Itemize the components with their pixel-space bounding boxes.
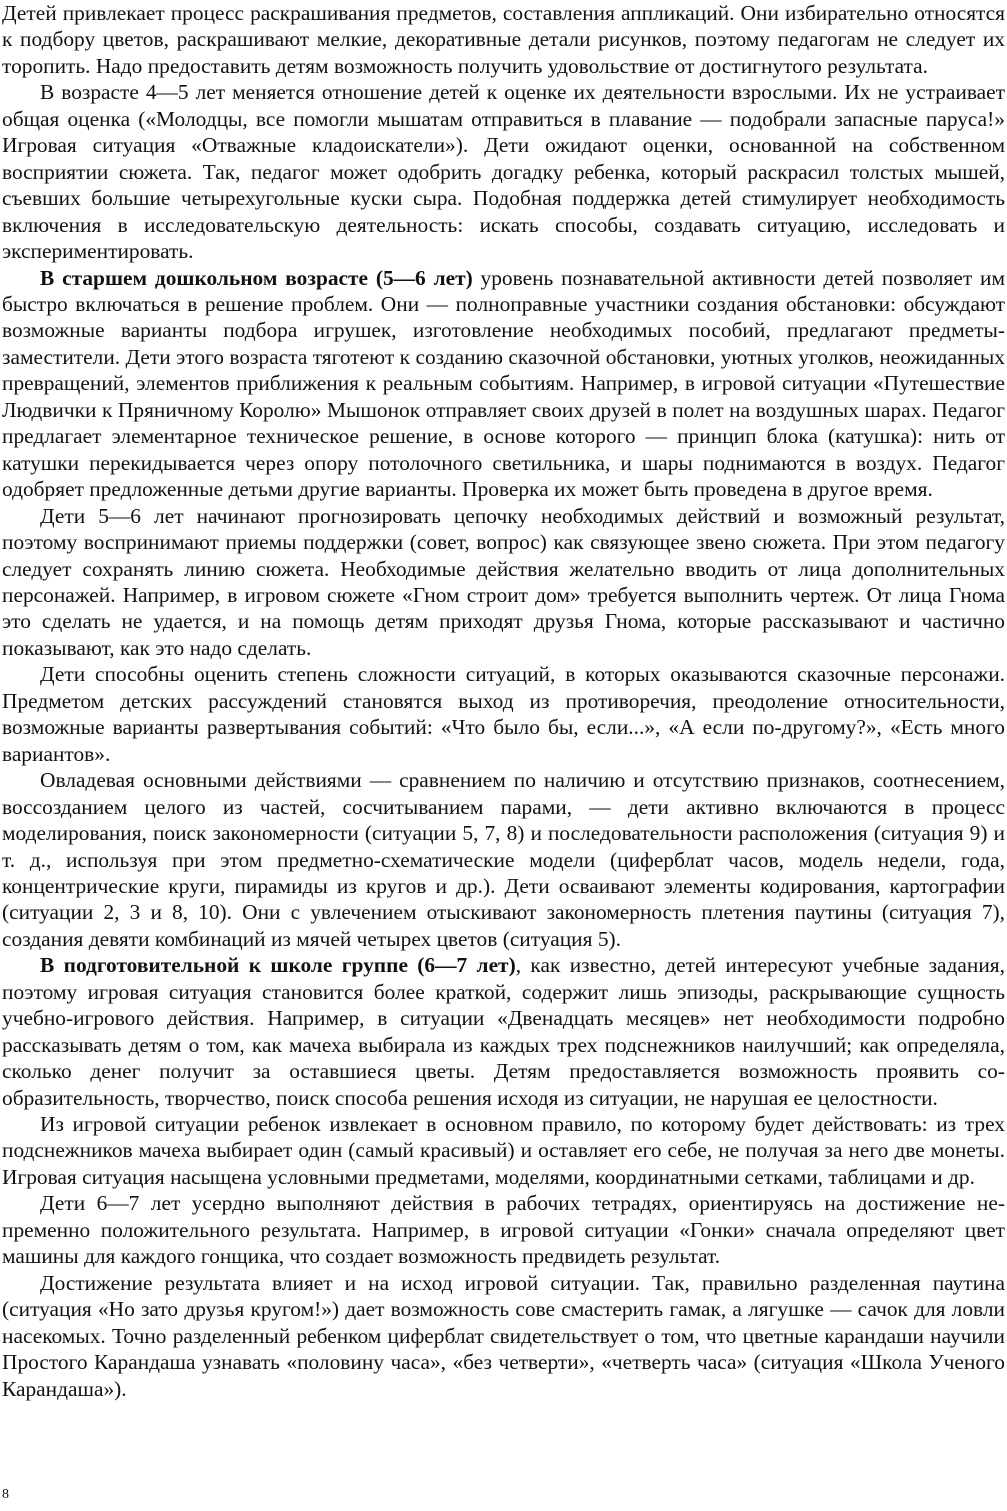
paragraph-3 [2,265,1005,503]
paragraph-text: Детей привлекает процесс раскрашивания предметов, составления аппликаций. Они избирательно относятся к подбору цветов, раскрашивают мелкие, декоративные детали рисунков, поэтому педагогам не следует их торопить. Надо предоставить детям возможность получить удовольствие от достигнутого результата. [2,1,1005,78]
paragraph-4 [2,503,1005,662]
section-heading-preparatory-group: В подготовительной к школе группе (6—7 лет) [40,953,516,978]
section-heading-senior-age: В старшем дошкольном возрасте (5—6 лет) [40,265,473,290]
paragraph-9 [2,1190,1005,1269]
paragraph-8 [2,1111,1005,1190]
paragraph-5 [2,661,1005,767]
paragraph-text: Дети способны оценить степень сложности ситуаций, в которых оказываются сказочные персонажи. Предметом детских рассуждений становятся выход из противоречия, преодоление относительности, возможные варианты развертывания событий: «Что было бы, если...», «А если по-другому?», «Есть много вариантов». [2,662,1005,766]
page-number: 8 [2,1487,9,1502]
paragraph-6 [2,767,1005,952]
document-page [2,0,1005,1402]
paragraph-text: Из игровой ситуации ребенок извлекает в основном правило, по которому будет действовать: из трех подснежников мачеха выбирает один (самый красивый) и оставляет его себе, не получая за него две монеты. Игровая ситуация насыщена условными предметами, моделями, координатными сетками, таблицами и др. [2,1112,1005,1189]
paragraph-text: Дети 6—7 лет усердно выполняют действия в рабочих тетрадях, ориентируясь на достижение непременно положительного результата. Например, в игровой ситуации «Гонки» сначала определяют цвет машины для каждого гонщика, что создает возможность предвидеть результат. [2,1191,1005,1269]
paragraph-text: Достижение результата влияет и на исход игровой ситуации. Так, правильно разделенная паутина (ситуация «Но зато друзья кругом!») дает возможность сове смастерить гамак, а лягушке — сачок для ловли насекомых. Точно разделенный ребенком циферблат свидетельствует о том, что цветные карандаши научили Простого Карандаша узнавать «половину часа», «без четверти», «четверть часа» (ситуация «Школа Ученого Карандаша»). [2,1270,1005,1401]
paragraph-text: В возрасте 4—5 лет меняется отношение детей к оценке их деятельности взрослыми. Их не устраивает общая оценка («Молодцы, все помогли мышатам отправиться в плавание — подобрали запасные паруса!» Игровая ситуация «Отважные кладоискатели»). Дети ожидают оценки, основанной на собственном восприятии сюжета. Так, педагог может одобрить догадку ребенка, который раскрасил толстых мышей, съевших большие четырехугольные куски сыра. Подобная поддержка детей стимулирует необходимость включения в исследовательскую деятельность: искать способы, создавать ситуацию, исследовать и экспериментировать. [2,80,1005,264]
paragraph-7 [2,952,1005,1111]
paragraph-text: уровень познавательной активности детей позволяет им быстро включаться в решение проблем. Они — полноправные участники создания обстановки: обсуждают возможные варианты подбора игрушек, изготовление необходимых пособий, предлагают предметы-заместители. Дети этого возраста тяготеют к созданию сказочной обстановки, уютных уголков, неожиданных превращений, элементов приближения к реальным событиям. Например, в игровой ситуации «Путешествие Людвички к Пряничному Королю» Мышонок отправляет своих друзей в полет на воздушных шарах. Педагог предлагает элементарное техническое решение, в основе которого — принцип блока (катушка): нить от катушки перекидывается через опору потолочного светильника, и шары поднимаются в воздух. Педагог одобряет предложенные детьми другие варианты. Проверка их может быть проведена в другое время. [2,265,1005,502]
paragraph-2 [2,79,1005,264]
paragraph-1 [2,0,1005,79]
paragraph-text: Овладевая основными действиями — сравнением по наличию и отсутствию признаков, соотнесением, воссозданием целого из частей, сосчитыванием парами, — дети активно включаются в процесс моделирования, поиск закономерности (ситуации 5, 7, 8) и последовательности расположения (ситуация 9) и т. д., используя при этом предметно-схематические модели (циферблат часов, модель недели, года, концентрические круги, пирамиды из кругов и др.). Дети осваивают элементы кодирования, картографии (ситуации 2, 3 и 8, 10). Они с увлечением отыскивают закономерность плетения паутины (ситуация 7), создания девяти комбинаций из мячей четырех цветов (ситуация 5). [2,768,1005,951]
paragraph-10 [2,1270,1005,1402]
paragraph-text: , как известно, детей интересуют учебные задания, поэтому игровая ситуация становится более краткой, содержит лишь эпизоды, раскрывающие сущность учебно-игрового действия. Например, в ситуации «Двенадцать месяцев» нет необходимости подробно рассказывать детям о том, как мачеха выбирала из каждых трех подснежников наилучший; как определяла, сколько денег получит за оставшиеся цветы. Детям предоставляется возможность проявить сообразительность, творчество, поиск способа решения исходя из ситуации, не нарушая ее целостности. [2,953,1005,1110]
paragraph-text: Дети 5—6 лет начинают прогнозировать цепочку необходимых действий и возможный результат, поэтому воспринимают приемы поддержки (совет, вопрос) как связующее звено сюжета. При этом педагогу следует сохранять линию сюжета. Необходимые действия желательно вводить от лица дополнительных персонажей. Например, в игровом сюжете «Гном строит дом» требуется выполнить чертеж. От лица Гнома это сделать не удается, и на помощь детям приходят друзья Гнома, которые рассказывают и частично показывают, как это надо сделать. [2,503,1005,660]
